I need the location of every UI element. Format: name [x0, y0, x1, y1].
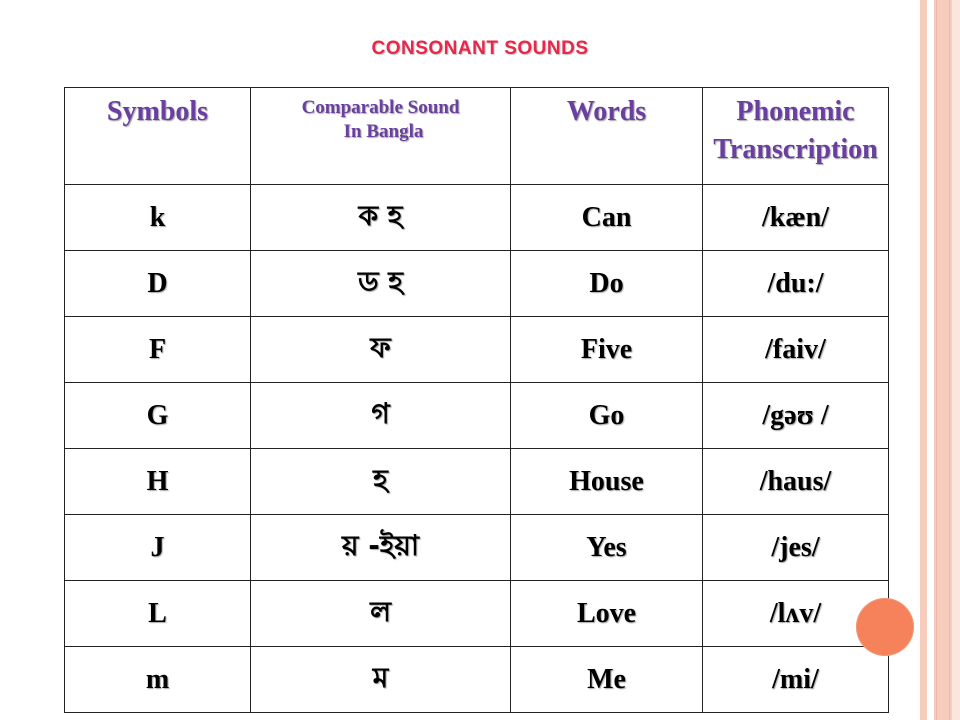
transcription-cell: /gəʊ /	[703, 383, 889, 449]
decor-band	[952, 0, 960, 720]
word-cell: Can	[511, 185, 703, 251]
symbol-cell: L	[65, 581, 251, 647]
bangla-cell: ক হ	[251, 185, 511, 251]
symbol-cell: J	[65, 515, 251, 581]
header-phonemic-line1: Phonemic	[736, 96, 855, 127]
decor-band	[920, 0, 927, 720]
table-row	[65, 317, 889, 383]
word-cell: Five	[511, 317, 703, 383]
table-row	[65, 581, 889, 647]
decor-line	[949, 0, 950, 720]
bangla-cell: হ	[251, 449, 511, 515]
symbol-cell: m	[65, 647, 251, 713]
header-words	[511, 88, 703, 185]
word-cell: Me	[511, 647, 703, 713]
word-cell: Love	[511, 581, 703, 647]
table-row	[65, 251, 889, 317]
table-header-row	[65, 88, 889, 185]
table-row	[65, 449, 889, 515]
transcription-cell: /mi/	[703, 647, 889, 713]
transcription-cell: /kæn/	[703, 185, 889, 251]
header-symbols	[65, 88, 251, 185]
symbol-cell: k	[65, 185, 251, 251]
symbol-cell: G	[65, 383, 251, 449]
bangla-cell: ফ	[251, 317, 511, 383]
symbol-cell: D	[65, 251, 251, 317]
slide-title: CONSONANT SOUNDS	[371, 38, 589, 59]
word-cell: Yes	[511, 515, 703, 581]
word-cell: Do	[511, 251, 703, 317]
header-phonemic	[703, 88, 889, 185]
bangla-cell: ড হ	[251, 251, 511, 317]
transcription-cell: /faiv/	[703, 317, 889, 383]
symbol-cell: F	[65, 317, 251, 383]
header-comparable-line2: In Bangla	[343, 121, 424, 142]
header-comparable	[251, 88, 511, 185]
transcription-cell: /jes/	[703, 515, 889, 581]
transcription-cell: /lʌv/	[703, 581, 889, 647]
table-row	[65, 515, 889, 581]
word-cell: Go	[511, 383, 703, 449]
header-phonemic-line2: Transcription	[713, 134, 878, 165]
bangla-cell: য় -ইয়া	[251, 515, 511, 581]
symbol-cell: H	[65, 449, 251, 515]
word-cell: House	[511, 449, 703, 515]
decor-line	[936, 0, 937, 720]
header-symbols-label: Symbols	[106, 96, 209, 127]
table-row	[65, 647, 889, 713]
bangla-cell: ম	[251, 647, 511, 713]
header-words-label: Words	[566, 96, 647, 127]
table-row	[65, 185, 889, 251]
table-row	[65, 383, 889, 449]
header-comparable-line1: Comparable Sound	[301, 97, 460, 118]
transcription-cell: /haus/	[703, 449, 889, 515]
transcription-cell: /du:/	[703, 251, 889, 317]
consonant-table	[64, 87, 889, 713]
decor-band	[927, 0, 934, 720]
decor-circle	[856, 598, 914, 656]
bangla-cell: গ	[251, 383, 511, 449]
bangla-cell: ল	[251, 581, 511, 647]
